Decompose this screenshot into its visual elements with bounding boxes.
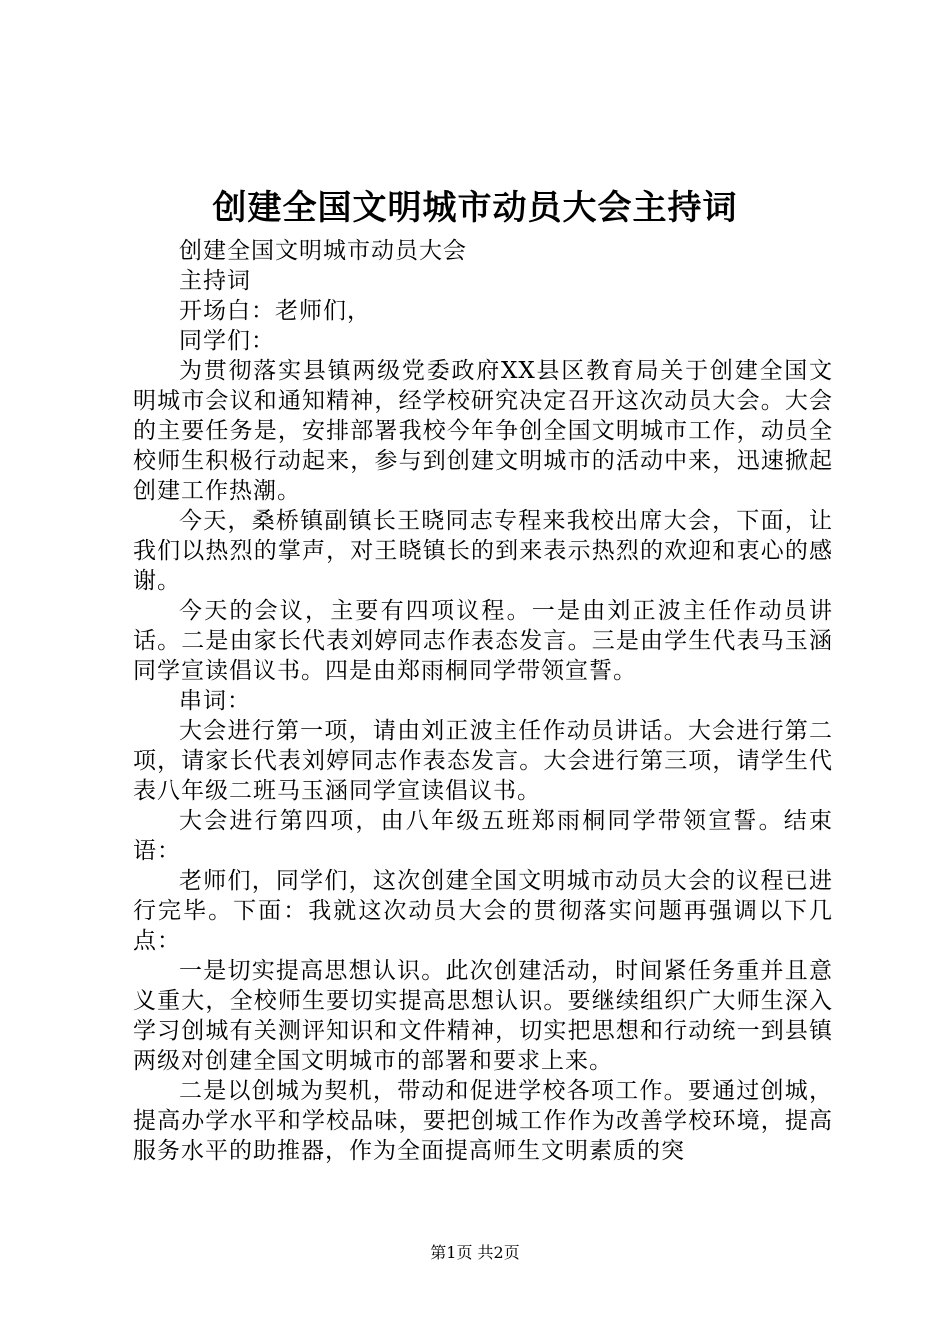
paragraph: 为贯彻落实县镇两级党委政府XX县区教育局关于创建全国文明城市会议和通知精神，经学校研究决定召开这次动员大会。大会的主要任务是，安排部署我校今年争创全国文明城市工作，动员全校师生积极行动起来，参与到创建文明城市的活动中来，迅速掀起创建工作热潮。 <box>133 358 833 504</box>
document-title: 创建全国文明城市动员大会主持词 <box>212 188 738 228</box>
paragraph: 串词： <box>179 688 251 714</box>
paragraph: 二是以创城为契机，带动和促进学校各项工作。要通过创城，提高办学水平和学校品味，要把创城工作作为改善学校环境，提高服务水平的助推器，作为全面提高师生文明素质的突 <box>133 1078 833 1164</box>
paragraph: 创建全国文明城市动员大会 <box>179 238 467 264</box>
document-body <box>133 236 833 1166</box>
page-number-footer: 第1页 共2页 <box>430 1243 520 1262</box>
paragraph: 大会进行第四项，由八年级五班郑雨桐同学带领宣誓。结束语： <box>133 808 833 864</box>
paragraph: 一是切实提高思想认识。此次创建活动，时间紧任务重并且意义重大，全校师生要切实提高思想认识。要继续组织广大师生深入学习创城有关测评知识和文件精神，切实把思想和行动统一到县镇两级对创建全国文明城市的部署和要求上来。 <box>133 958 833 1074</box>
paragraph: 今天的会议，主要有四项议程。一是由刘正波主任作动员讲话。二是由家长代表刘婷同志作表态发言。三是由学生代表马玉涵同学宣读倡议书。四是由郑雨桐同学带领宣誓。 <box>133 598 833 684</box>
paragraph: 大会进行第一项，请由刘正波主任作动员讲话。大会进行第二项，请家长代表刘婷同志作表态发言。大会进行第三项，请学生代表八年级二班马玉涵同学宣读倡议书。 <box>133 718 833 804</box>
paragraph: 今天，桑桥镇副镇长王晓同志专程来我校出席大会，下面，让我们以热烈的掌声，对王晓镇长的到来表示热烈的欢迎和衷心的感谢。 <box>133 508 833 594</box>
paragraph: 开场白：老师们， <box>179 298 371 324</box>
paragraph: 老师们，同学们，这次创建全国文明城市动员大会的议程已进行完毕。下面：我就这次动员大会的贯彻落实问题再强调以下几点： <box>133 868 833 954</box>
paragraph: 主持词 <box>179 268 251 294</box>
paragraph: 同学们： <box>179 328 275 354</box>
